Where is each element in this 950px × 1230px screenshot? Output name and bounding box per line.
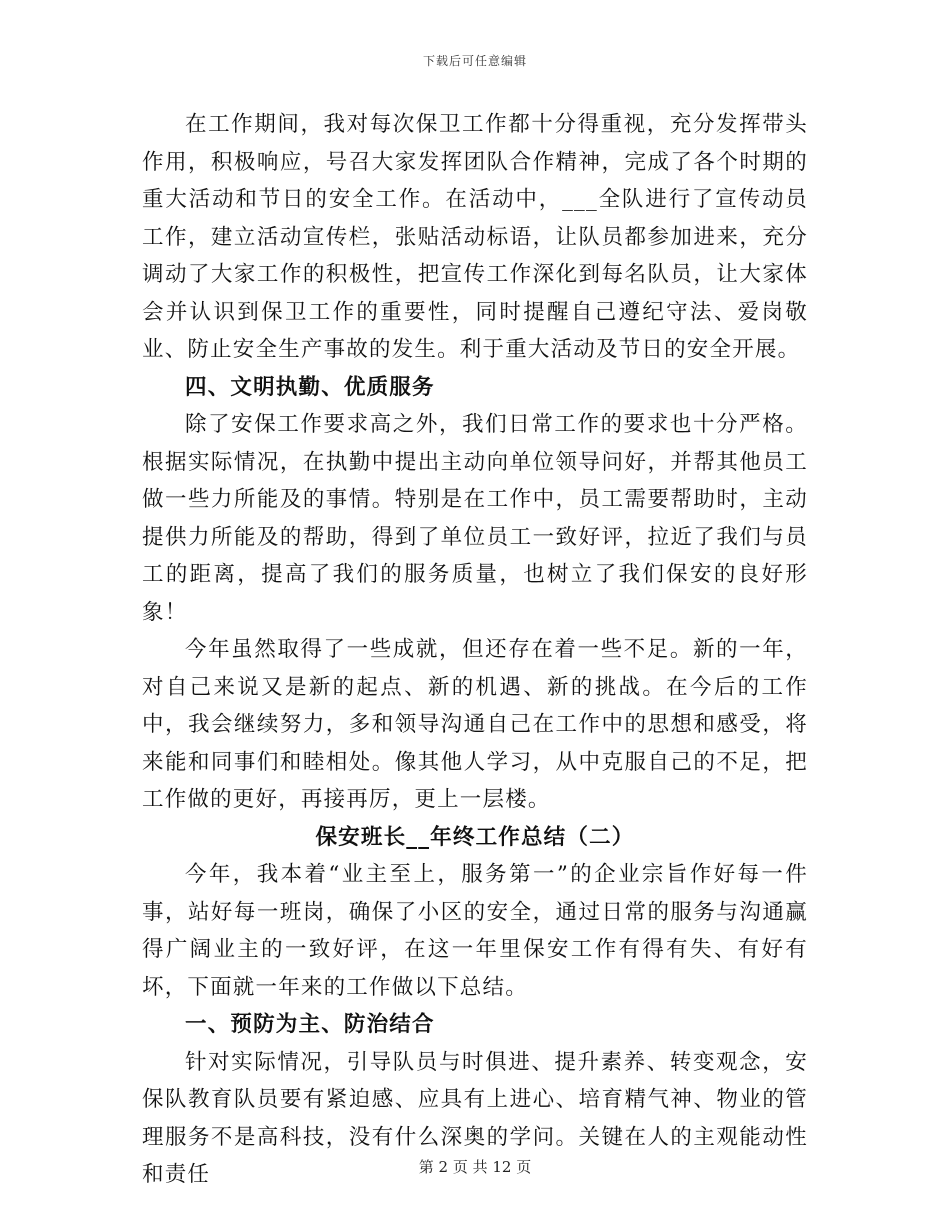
document-body [142,106,808,1194]
section-heading-prevention: 一、预防为主、防治结合 [185,1012,435,1037]
section-heading-civilized-duty: 四、文明执勤、优质服务 [185,374,435,400]
paragraph-prevention: 针对实际情况，引导队员与时俱进、提升素养、转变观念，安保队教育队员要有紧迫感、应具有上进心、培育精气神、物业的管理服务不是高科技，没有什么深奥的学问。关键在人的主观能动性和责任 [142,1049,808,1187]
document-title-part-two: 保安班长__年终工作总结（二） [315,824,635,850]
page-header: 下载后可任意编辑 [422,54,527,68]
page-footer: 第 2 页 共 12 页 [418,1158,532,1176]
paragraph-intro-part-two: 今年，我本着“业主至上，服务第一”的企业宗旨作好每一件事，站好每一班岗，确保了小区的安全，通过日常的服务与沟通赢得广阔业主的一致好评，在这一年里保安工作有得有失、有好有坏，下面就一年来的工作做以下总结。 [142,862,808,1000]
paragraph-security-work: 在工作期间，我对每次保卫工作都十分得重视，充分发挥带头作用，积极响应，号召大家发挥团队合作精神，完成了各个时期的重大活动和节日的安全工作。在活动中，___全队进行了宣传动员工作，建立活动宣传栏，张贴活动标语，让队员都参加进来，充分调动了大家工作的积极性，把宣传工作深化到每名队员，让大家体会并认识到保卫工作的重要性，同时提醒自己遵纪守法、爱岗敬业、防止安全生产事故的发生。利于重大活动及节日的安全开展。 [142,112,808,362]
paragraph-shortcomings: 今年虽然取得了一些成就，但还存在着一些不足。新的一年，对自己来说又是新的起点、新的机遇、新的挑战。在今后的工作中，我会继续努力，多和领导沟通自己在工作中的思想和感受，将来能和同事们和睦相处。像其他人学习，从中克服自己的不足，把工作做的更好，再接再厉，更上一层楼。 [142,637,808,812]
paragraph-daily-work: 除了安保工作要求高之外，我们日常工作的要求也十分严格。根据实际情况，在执勤中提出主动向单位领导问好，并帮其他员工做一些力所能及的事情。特别是在工作中，员工需要帮助时，主动提供力所能及的帮助，得到了单位员工一致好评，拉近了我们与员工的距离，提高了我们的服务质量，也树立了我们保安的良好形象！ [142,412,808,625]
